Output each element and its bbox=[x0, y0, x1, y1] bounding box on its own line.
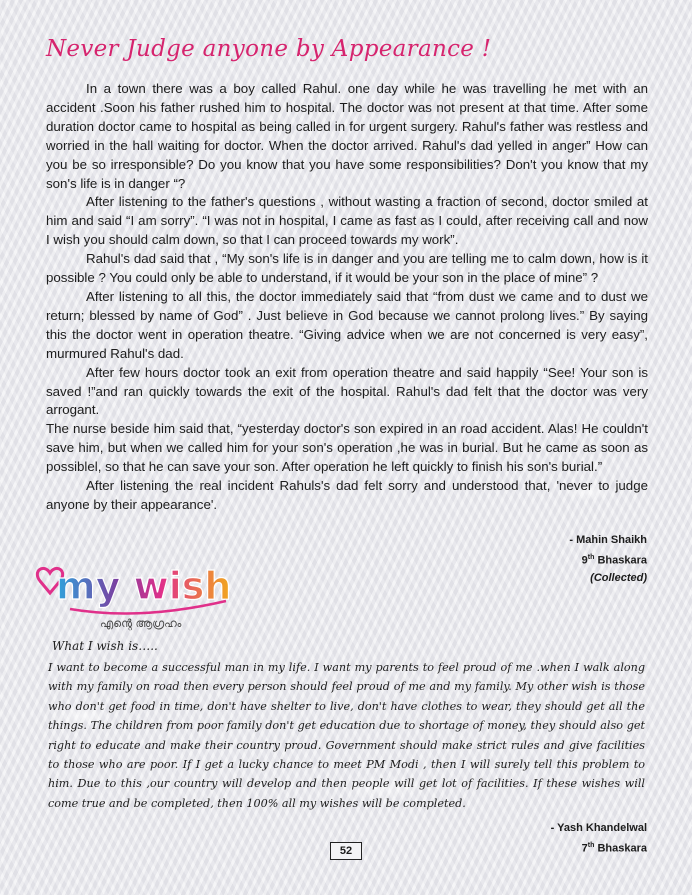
story-body bbox=[46, 80, 648, 515]
story-paragraph: Rahul's dad said that , “My son's life is in danger and you are telling me to calm down, how is it possible ? You could only be able to understand, if it would be your son in the place of mine” ? bbox=[46, 251, 648, 286]
page-number: 52 bbox=[330, 842, 362, 860]
logo-subtext: എന്റെ ആഗ്രഹം bbox=[100, 617, 182, 630]
wish-heading: What I wish is….. bbox=[52, 639, 158, 653]
story-paragraph: After listening to the father's questions , without wasting a fraction of second, doctor smiled at him and said “I am sorry”. “I was not in hospital, I came as fast as I could, after receiving call and now I wish you should calm down, so that I can proceed towards my work”. bbox=[46, 194, 648, 248]
author-byline-mahin bbox=[427, 532, 647, 587]
author-name: - Mahin Shaikh bbox=[569, 534, 647, 546]
wish-body: I want to become a successful man in my life. I want my parents to feel proud of me .when I walk along with my family on road then every person should feel proud of me and my family. My other wish is those who don't get food in time, don't have shelter to live, don't have clothes to wear, they should get all the things. The children from poor family don't get education due to shortage of money, they should also get right to educate and make their country proud. Government should make strict rules and give facilities to those who are poor. If I get a lucky chance to meet PM Modi , then I will surely tell this problem to him. Due to this ,our country will develop and then people will get lot of facilities. If these wishes will come true and be completed, then 100% all my wishes will be completed. bbox=[48, 661, 645, 810]
author-source: (Collected) bbox=[590, 571, 647, 584]
author-class: 7th Bhaskara bbox=[581, 842, 647, 855]
logo-text: my wish bbox=[56, 564, 232, 608]
story-paragraph: The nurse beside him said that, “yesterday doctor's son expired in an road accident. Alas! He couldn't save him, but when we called him for your son's operation ,he was in burial. But he came as soon as possiblel, so that he can save your son. After operation he left quickly to finish his son's burial.” bbox=[46, 421, 648, 475]
story-paragraph: In a town there was a boy called Rahul. one day while he was travelling he met with an accident .Soon his father rushed him to hospital. The doctor was not present at that time. After some duration doctor came to hospital as being called in for urgent surgery. Rahul's father was restless and worried in the hall waiting for doctor. When the doctor arrived. Rahul's dad yelled in anger” How can you be so irresponsible? Do you know that you have some responsibilities? Don't you know that my son's life is in danger “? bbox=[46, 81, 648, 191]
my-wish-logo bbox=[30, 555, 240, 635]
story-paragraph: After listening the real incident Rahuls's dad felt sorry and understood that, 'never to judge anyone by their appearance'. bbox=[46, 478, 648, 512]
author-name: - Yash Khandelwal bbox=[550, 822, 647, 834]
author-class: 9th Bhaskara bbox=[581, 554, 647, 567]
article-title: Never Judge anyone by Appearance ! bbox=[46, 36, 492, 62]
story-paragraph: After few hours doctor took an exit from operation theatre and said happily “See! Your son is saved !”and ran quickly towards the exit of the hospital. Rahul's dad felt that the doctor was very arrogant. bbox=[46, 364, 648, 418]
author-byline-yash bbox=[427, 820, 647, 858]
story-paragraph: After listening to all this, the doctor immediately said that “from dust we came and to dust we return; blessed by name of God” . Just believe in God because we cannot prolong lives.” By saying this the doctor went in operation theatre. “Giving advice when we are not concerned is very easy”, murmured Rahul's dad. bbox=[46, 288, 648, 361]
